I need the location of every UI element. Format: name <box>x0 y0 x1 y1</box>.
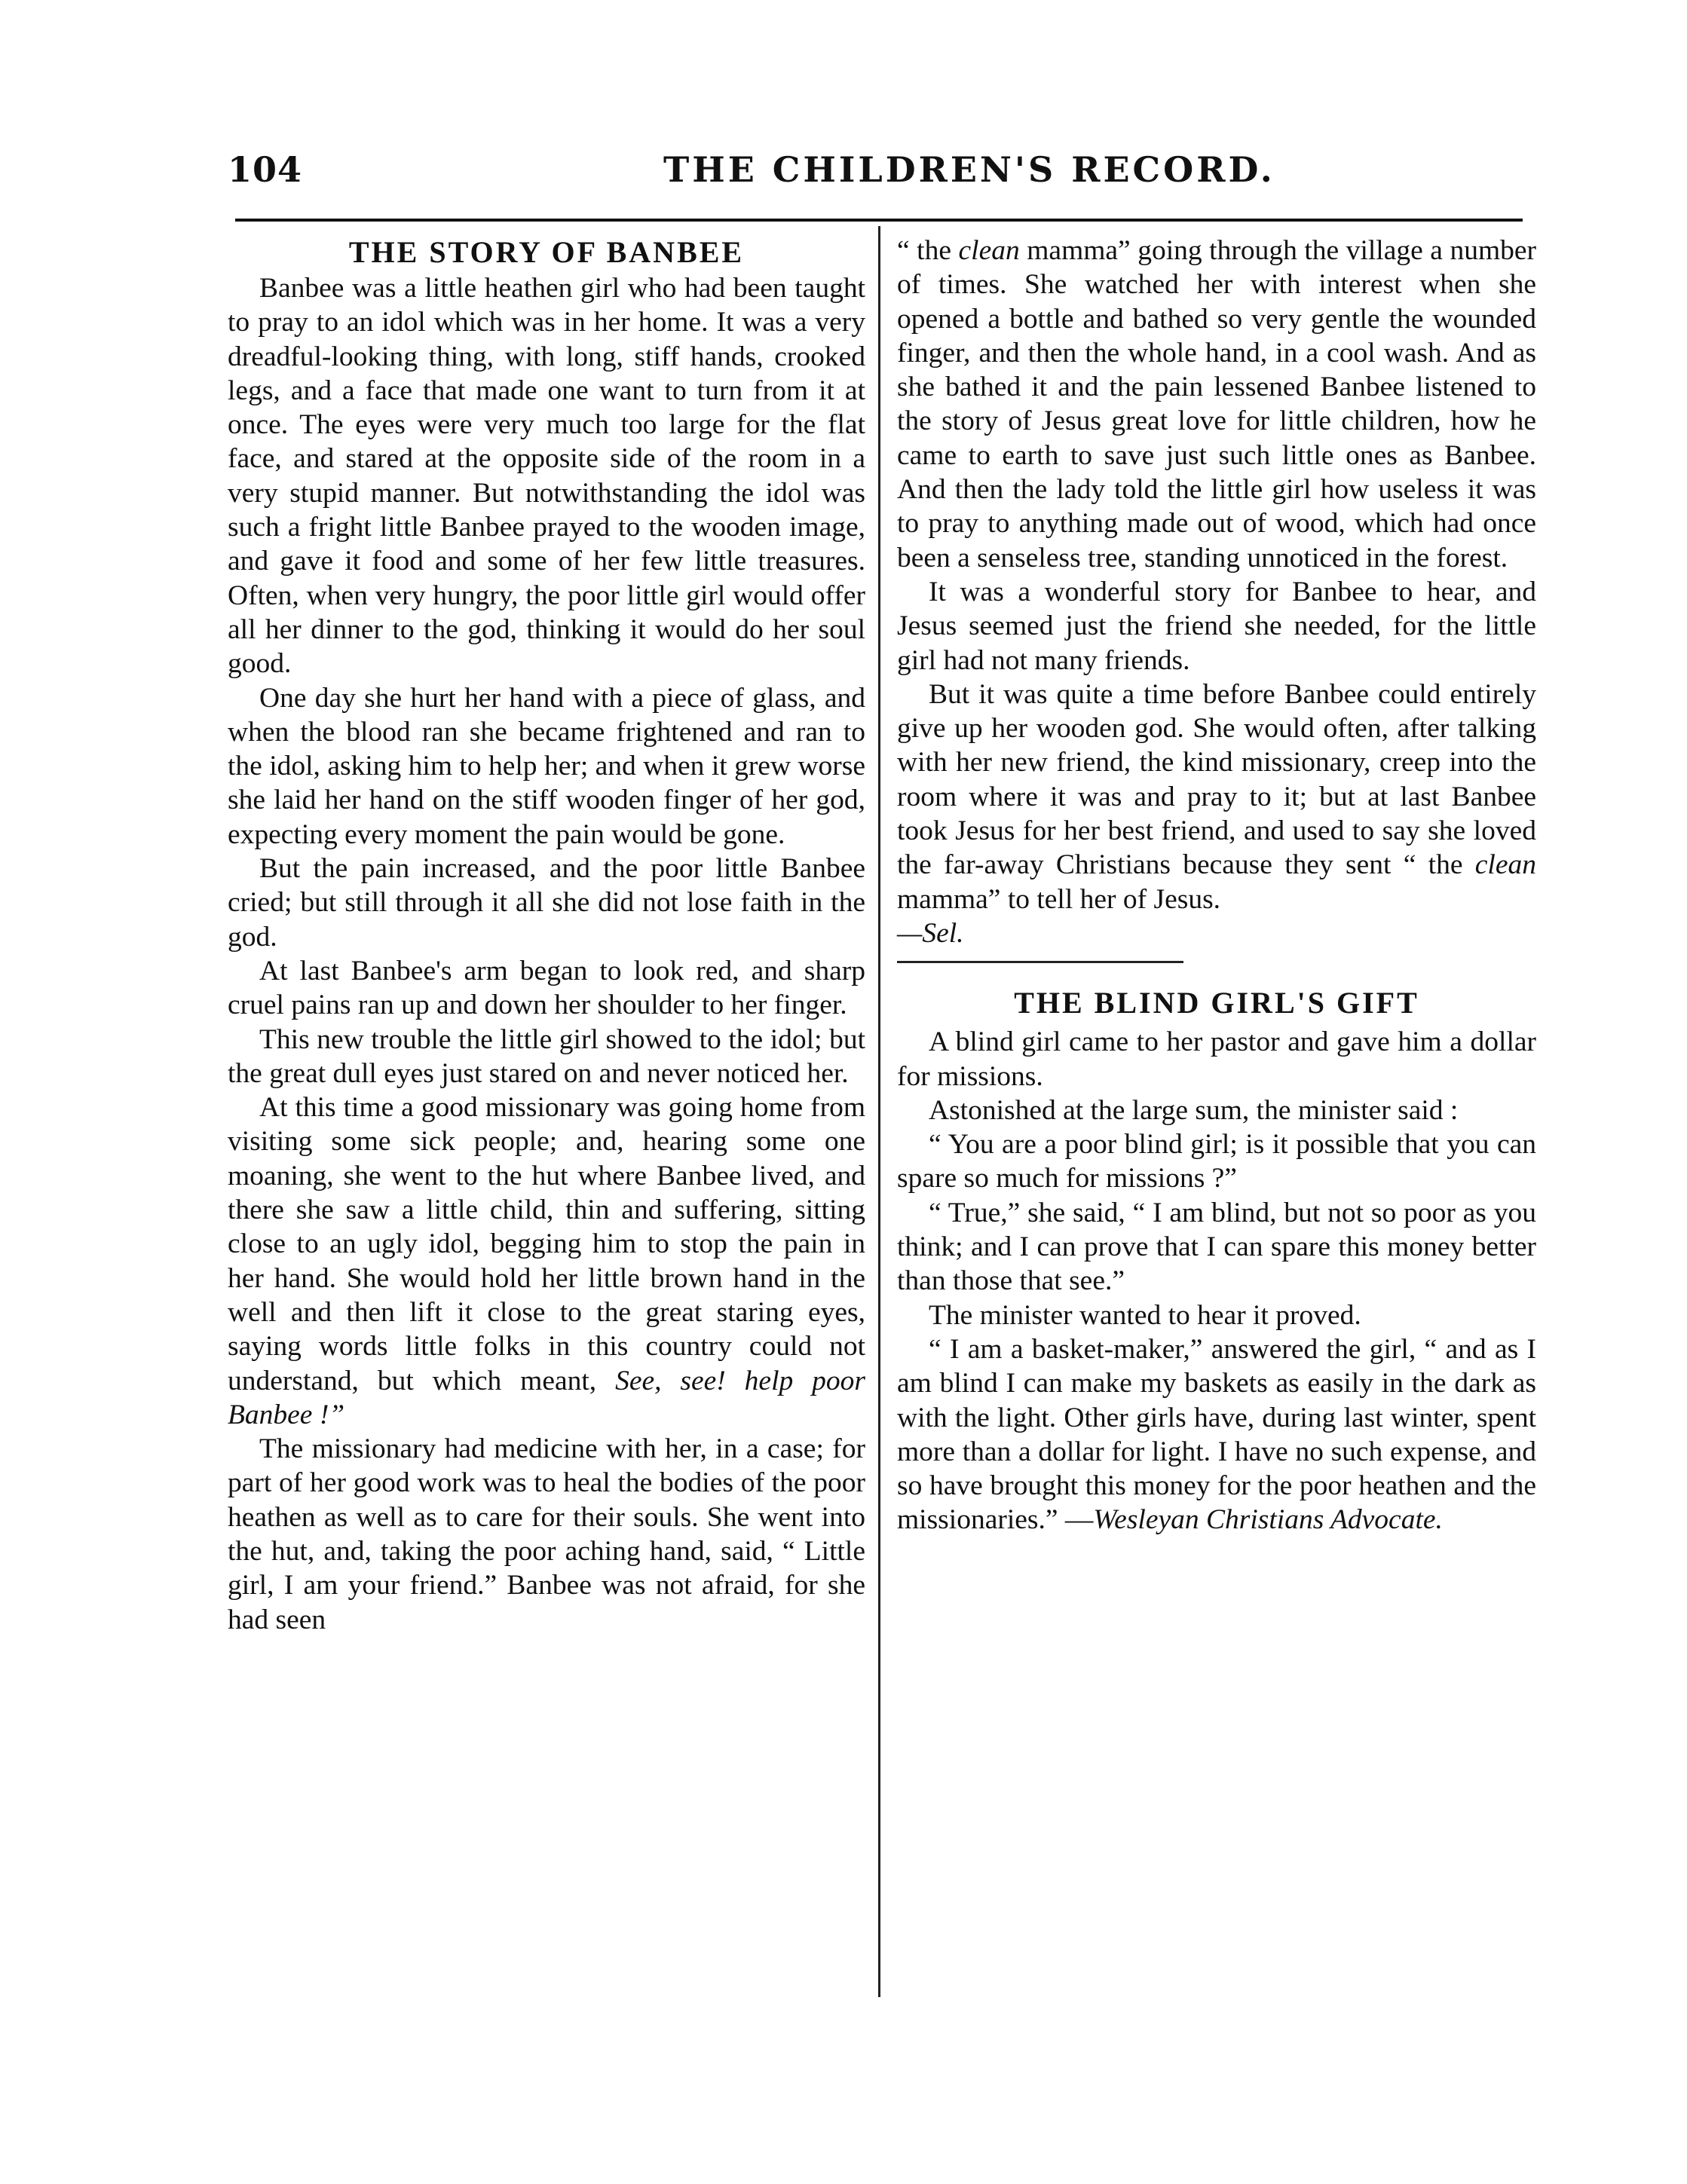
quote-open: “ the <box>897 235 951 266</box>
story-title-blind-girl: THE BLIND GIRL'S GIFT <box>1014 986 1419 1020</box>
source-credit: Wesleyan Christians Advocate. <box>1093 1504 1443 1536</box>
clean-word: clean <box>958 235 1020 266</box>
paragraph-continued <box>897 234 1536 575</box>
paragraph: “ True,” she said, “ I am blind, but not so poor as you think; and I can prove that I can spare this money better than those that see.” <box>897 1197 1536 1297</box>
paragraph: One day she hurt her hand with a piece of glass, and when the blood ran she became frightened and ran to the idol, asking him to help her; and when it grew worse she laid her hand on the stiff wooden finger of her god, expecting every moment the pain would be gone. <box>228 682 865 850</box>
paragraph-text: But it was quite a time before Banbee could entirely give up her wooden god. She would often, after talking with her new friend, the kind missionary, creep into the room where it was and pray to it; but at last Banbee took Jesus for her best friend, and used to say she loved the far-away Christians because they sent “ the <box>897 678 1536 881</box>
paragraph: It was a wonderful story for Banbee to hear, and Jesus seemed just the friend she needed, for the little girl had not many friends. <box>897 576 1536 676</box>
paragraph: A blind girl came to her pastor and gave him a dollar for missions. <box>897 1026 1536 1092</box>
running-title: THE CHILDREN'S RECORD. <box>663 149 1275 190</box>
paragraph <box>897 678 1536 916</box>
paragraph: Banbee was a little heathen girl who had been taught to pray to an idol which was in her home. It was a very dreadful-looking thing, with long, stiff hands, crooked legs, and a face that made one want to turn from it at once. The eyes were very much too large for the flat face, and stared at the opposite side of the room in a very stupid manner. But notwithstanding the idol was such a fright little Banbee prayed to the wooden image, and gave it food and some of her few little treasures. Often, when very hungry, the poor little girl would offer all her dinner to the god, thinking it would do her soul good. <box>228 273 865 680</box>
column-divider <box>878 226 880 1997</box>
left-column <box>228 234 865 1637</box>
right-column <box>897 234 1536 1537</box>
paragraph-text: “ I am a basket-maker,” answered the girl, “ and as I am blind I can make my baskets as easily in the dark as with the light. Other girls have, during last winter, spent more than a dollar for light. I have no such expense, and so have brought this money for the poor heathen and the missionaries.” — <box>897 1333 1536 1536</box>
paragraph: The minister wanted to hear it proved. <box>929 1299 1361 1331</box>
header-rule <box>235 219 1523 222</box>
story-title-banbee: THE STORY OF BANBEE <box>348 235 745 269</box>
paragraph-text: At this time a good missionary was going home from visiting some sick people; and, hearing some one moaning, she went to the hut where Banbee lived, and there she saw a little child, thin and suffering, sitting close to an ugly idol, begging him to stop the pain in her hand. She would hold her little brown hand in the well and then lift it close to the great staring eyes, saying words little folks in this country could not understand, but which meant, <box>228 1092 865 1396</box>
paragraph: Astonished at the large sum, the minister said : <box>929 1094 1459 1126</box>
paragraph <box>228 1090 865 1432</box>
plea-text: See, see! help poor Banbee !” <box>228 1365 865 1430</box>
clean-word: clean <box>1474 849 1536 881</box>
paragraph: “ You are a poor blind girl; is it possible that you can spare so much for missions ?” <box>897 1129 1536 1194</box>
paragraph: The missionary had medicine with her, in a case; for part of her good work was to heal the bodies of the poor heathen as well as to care for their souls. She went into the hut, and, taking the poor aching hand, said, “ Little girl, I am your friend.” Banbee was not afraid, for she had seen <box>228 1433 865 1635</box>
story-credit <box>897 916 1536 950</box>
paragraph: This new trouble the little girl showed to the idol; but the great dull eyes just stared on and never noticed her. <box>228 1023 865 1089</box>
story-divider <box>897 961 1183 963</box>
paragraph <box>897 1332 1536 1537</box>
page-number: 104 <box>228 149 303 190</box>
paragraph: At last Banbee's arm began to look red, and sharp cruel pains ran up and down her shoulder to her finger. <box>228 955 865 1021</box>
paragraph: But the pain increased, and the poor little Banbee cried; but still through it all she did not lose faith in the god. <box>228 853 865 953</box>
paragraph-text: mamma” to tell her of Jesus. <box>897 883 1221 915</box>
paragraph-text: mamma” going through the village a number of times. She watched her with interest when she opened a bottle and bathed so very gentle the wounded finger, and then the whole hand, in a cool wash. And as she bathed it and the pain lessened Banbee listened to the story of Jesus great love for little children, how he came to earth to save just such little ones as Banbee. And then the lady told the little girl how useless it was to pray to anything made out of wood, which had once been a senseless tree, standing unnoticed in the forest. <box>897 235 1536 574</box>
credit-text: —Sel. <box>897 917 964 949</box>
